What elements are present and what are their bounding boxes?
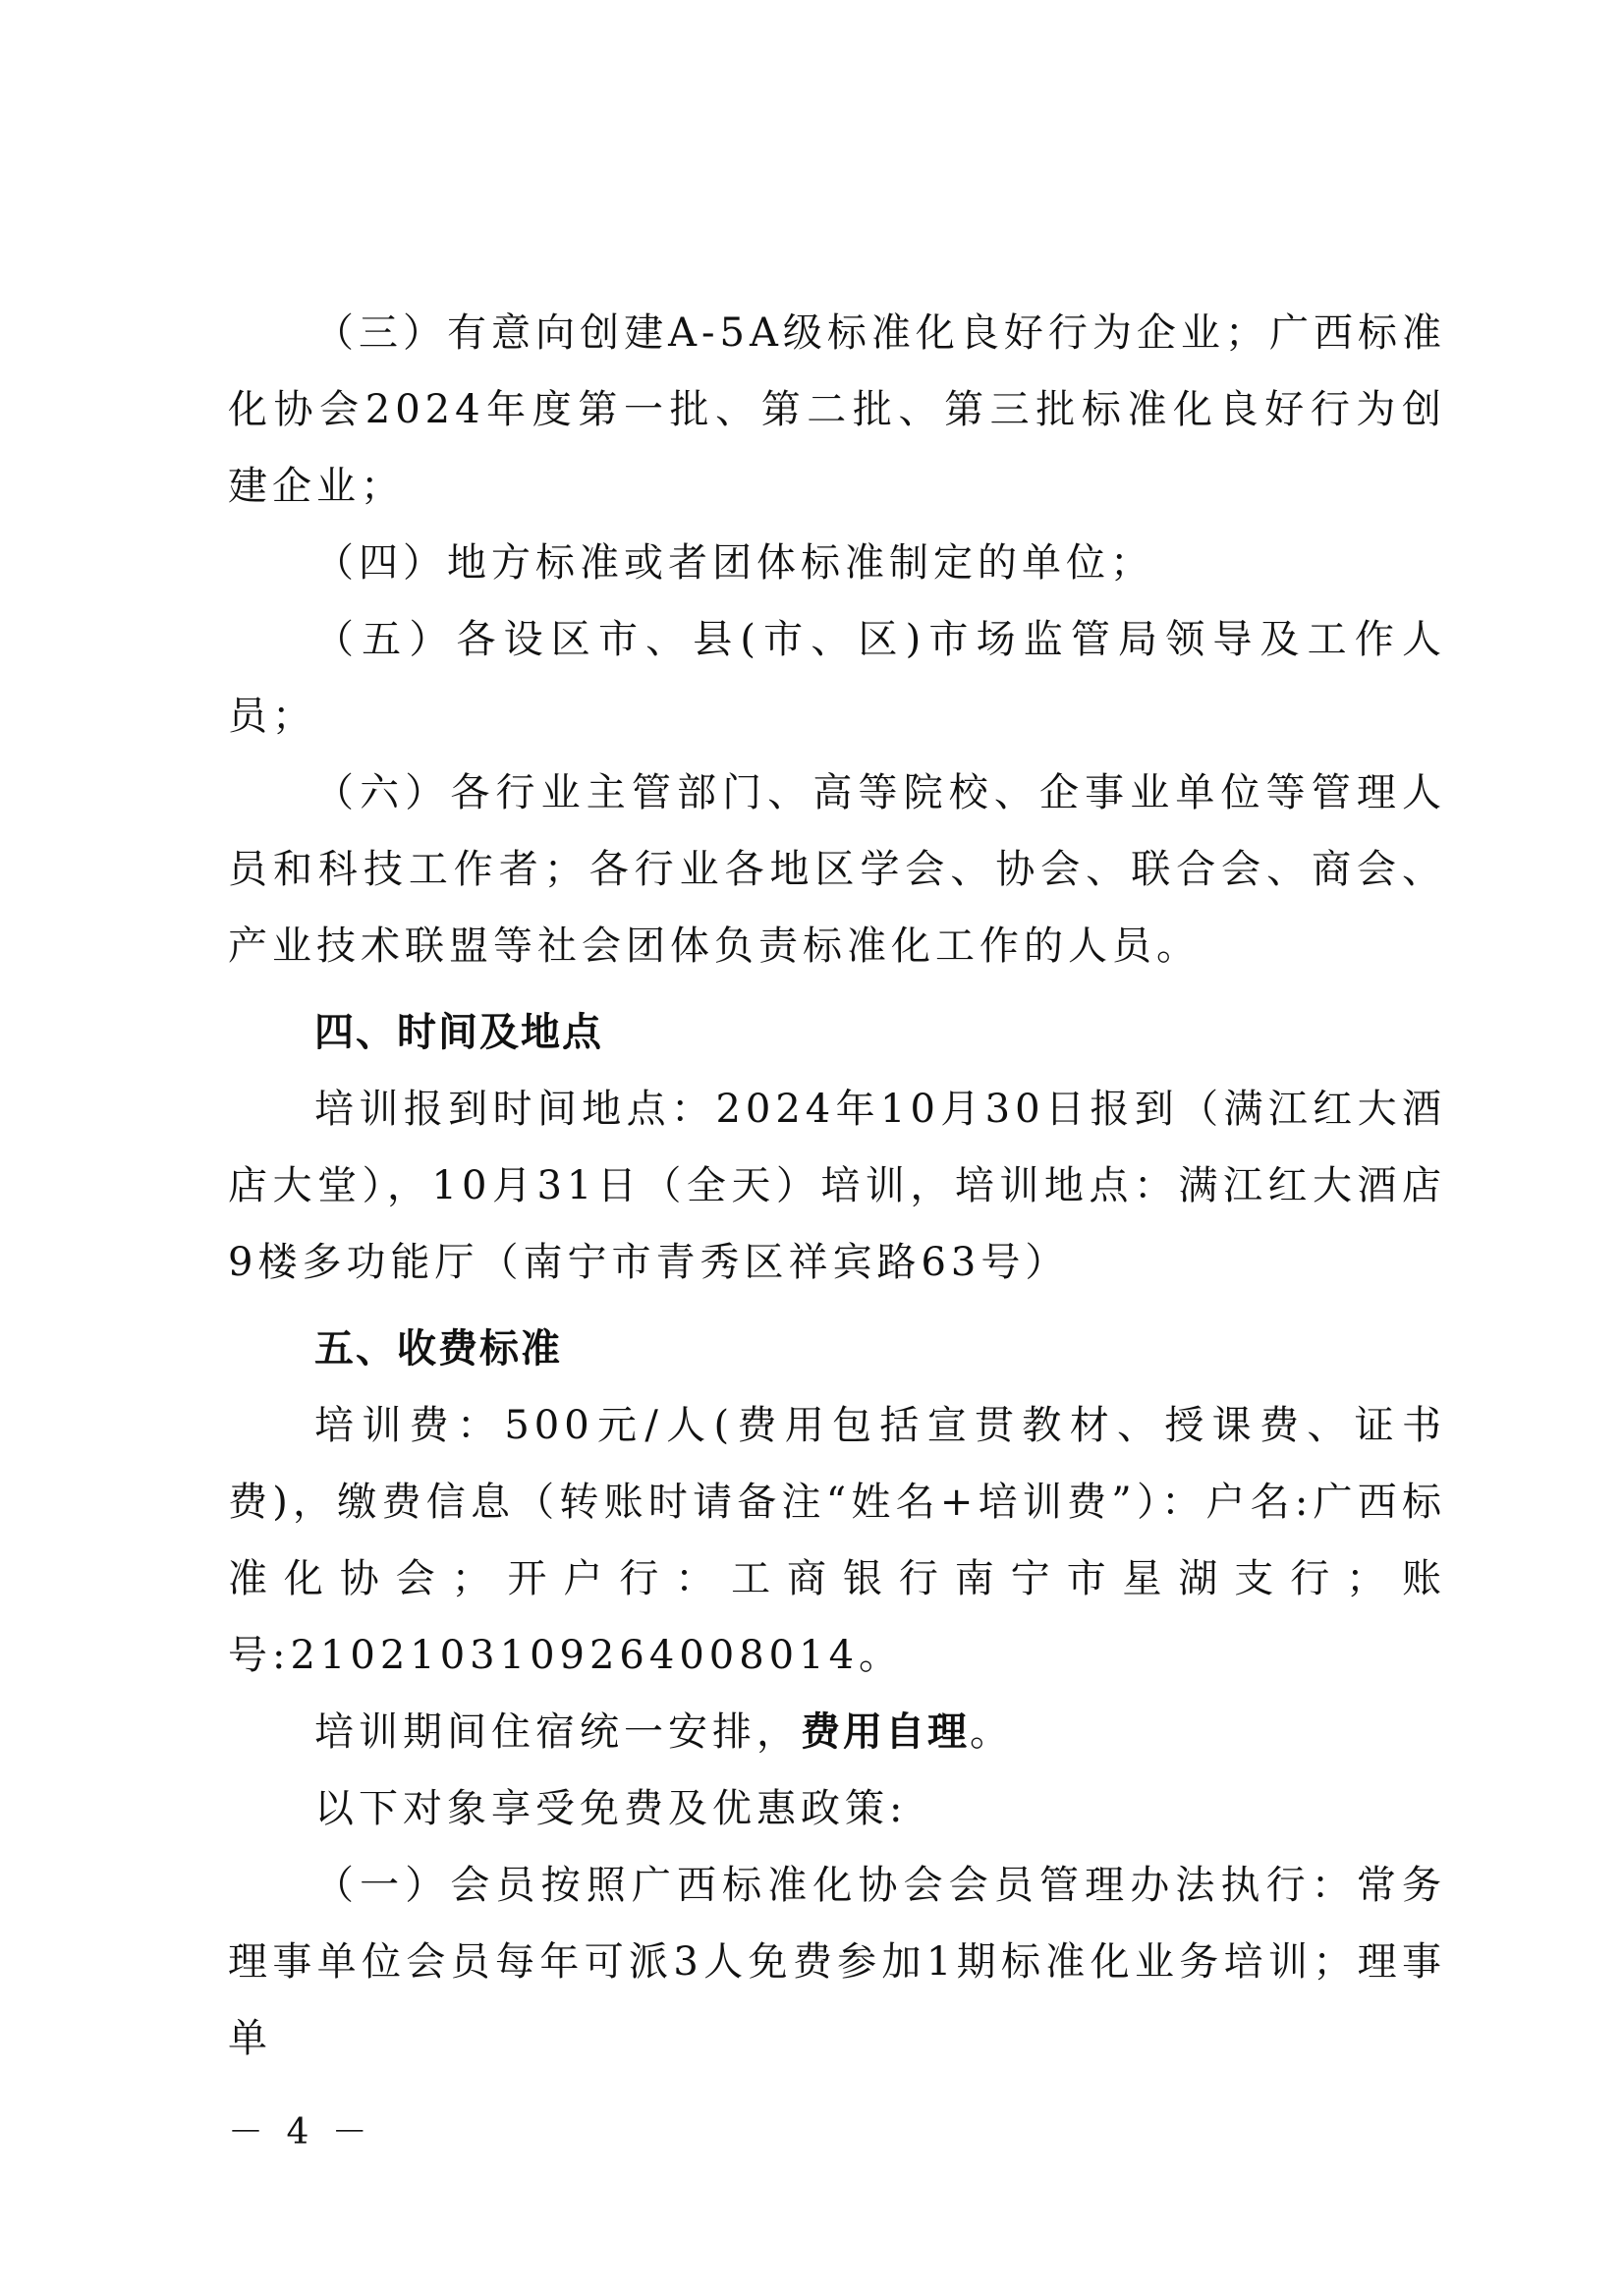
paragraph-policy-intro: 以下对象享受免费及优惠政策: — [314, 1786, 908, 1831]
section-heading-time-place: 四、时间及地点 — [314, 1010, 603, 1055]
lodging-period: 。 — [970, 1709, 1014, 1755]
lodging-self-pay: 费用自理 — [801, 1709, 970, 1755]
paragraph-time-place: 培训报到时间地点：2024年10月30日报到（满江红大酒店大堂），10月31日（全天）培训，培训地点：满江红大酒店9楼多功能厅（南宁市青秀区祥宾路63号） — [228, 1087, 1446, 1285]
paragraph-industry-personnel: （六）各行业主管部门、高等院校、企事业单位等管理人员和科技工作者；各行业各地区学会、协会、联合会、商会、产业技术联盟等社会团体负责标准化工作的人员。 — [228, 770, 1446, 969]
lodging-text: 培训期间住宿统一安排， — [314, 1709, 801, 1755]
paragraph-market-supervision: （五）各设区市、县(市、区)市场监管局领导及工作人员； — [228, 617, 1446, 739]
page-number: － 4 － — [228, 2112, 373, 2153]
paragraph-member-policy: （一）会员按照广西标准化协会会员管理办法执行：常务理事单位会员每年可派3人免费参加1期标准化业务培训；理事单 — [228, 1863, 1446, 2061]
document-body — [228, 295, 1446, 2077]
paragraph-fee-info: 培训费：500元/人(费用包括宣贯教材、授课费、证书费)，缴费信息（转账时请备注“姓名+培训费”）：户名:广西标准化协会；开户行：工商银行南宁市星湖支行；账号:2102103109264008014。 — [228, 1403, 1446, 1678]
paragraph-lodging — [228, 1694, 1446, 1770]
section-heading-fees: 五、收费标准 — [314, 1326, 562, 1372]
paragraph-target-enterprises: （三）有意向创建A-5A级标准化良好行为企业；广西标准化协会2024年度第一批、第二批、第三批标准化良好行为创建企业； — [228, 310, 1446, 509]
paragraph-standard-units: （四）地方标准或者团体标准制定的单位； — [314, 540, 1154, 586]
